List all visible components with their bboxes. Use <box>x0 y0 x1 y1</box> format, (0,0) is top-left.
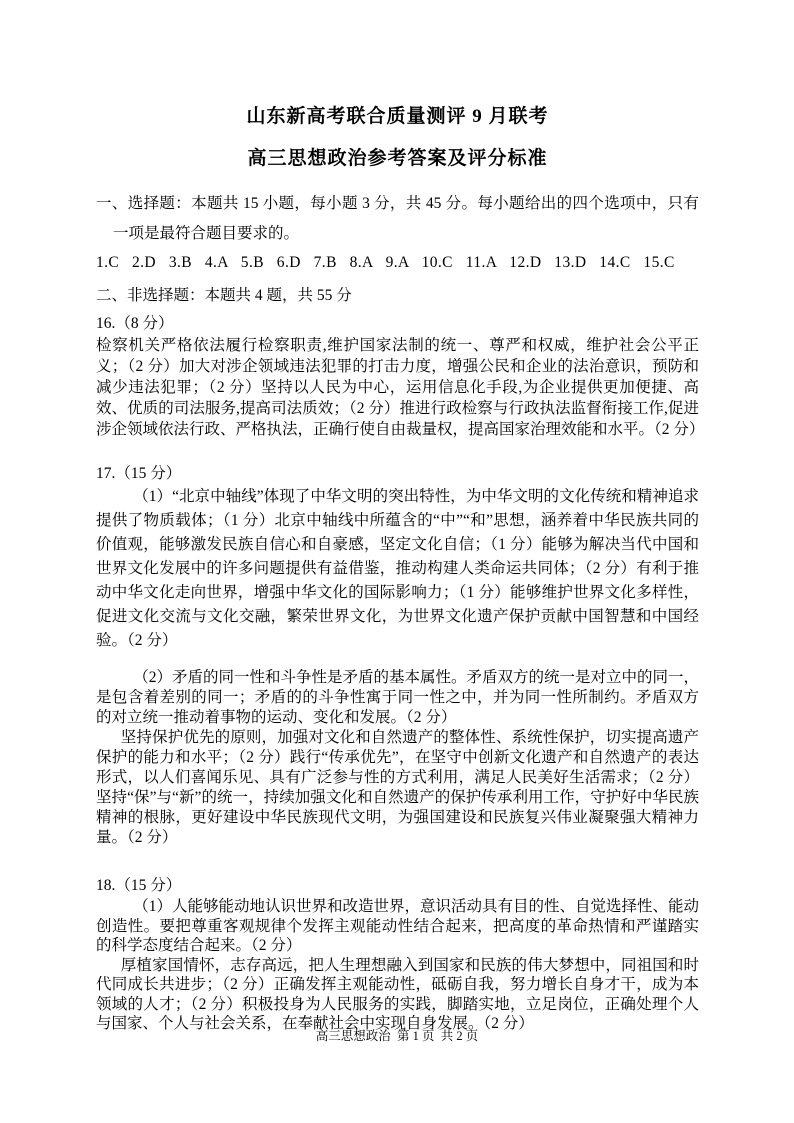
essay-section-heading: 二、非选择题：本题共 4 题，共 55 分 <box>96 287 352 304</box>
question-18 <box>96 875 699 1034</box>
question-17-number: 17.（15 分） <box>96 465 182 482</box>
question-17-answer-part3: 坚持保护优先的原则，加强对文化和自然遗产的整体性、系统性保护，切实提高遗产保护的能力和水平；（2 分）践行“传承优先”，在坚守中创新文化遗产和自然遗产的表达形式，以人们喜闻乐见、具有广泛参与性的方式利用，满足人民美好生活需求；（2 分）坚持“保”与“新”的统一，持续加强文化和自然遗产的保护传承利用工作，守护好中华民族精神的根脉，更好建设中华民族现代文明，为强国建设和民族复兴伟业凝聚强大精神力量。（2 分） <box>96 729 699 846</box>
choice-answers-line: 1.C 2.D 3.B 4.A 5.B 6.D 7.B 8.A 9.A 10.C 11.A 12.D 13.D 14.C 15.C <box>96 254 675 271</box>
doc-subtitle: 高三思想政治参考答案及评分标准 <box>247 148 548 169</box>
question-18-answer-part2: 厚植家国情怀，志存高远，把人生理想融入到国家和民族的伟大梦想中，同祖国和时代同成长共进步；（2 分）正确发挥主观能动性，砥砺自我，努力增长自身才干，成为本领域的人才；（2 分）积极投身为人民服务的实践，脚踏实地，立足岗位，正确处理个人与国家、个人与社会关系，在奉献社会中实现自身发展。（2 分） <box>96 956 699 1032</box>
question-17-answer-part1: （1）“北京中轴线”体现了中华文明的突出特性，为中华文明的文化传统和精神追求提供了物质载体；（1 分）北京中轴线中所蕴含的“中”“和”思想，涵养着中华民族共同的价值观，能够激发民族自信心和自豪感，坚定文化自信；（1 分）能够为解决当代中国和世界文化发展中的许多问题提供有益借鉴，推动构建人类命运共同体；（2 分）有利于推动中华文化走向世界，增强中华文化的国际影响力；（1 分）能够维护世界文化多样性，促进文化交流与文化交融，繁荣世界文化，为世界文化遗产保护贡献中国智慧和中国经验。（2 分） <box>96 488 699 649</box>
doc-title: 山东新高考联合质量测评 9 月联考 <box>246 106 549 127</box>
page-footer: 高三思想政治 第 1 页 共 2 页 <box>315 1029 479 1043</box>
question-16-answer: 检察机关严格依法履行检察职责,维护国家法制的统一、尊严和权威，维护社会公平正义；（2 分）加大对涉企领域违法犯罪的打击力度，增强公民和企业的法治意识，预防和减少违法犯罪；（2 分）坚持以人民为中心，运用信息化手段,为企业提供更加便捷、高效、优质的司法服务,提高司法质效；（2 分）推进行政检察与行政执法监督衔接工作,促进涉企领域依法行政、严格执法，正确行使自由裁量权，提高国家治理效能和水平。（2 分） <box>96 337 705 438</box>
choice-section-heading: 一、选择题：本题共 15 小题，每小题 3 分，共 45 分。每小题给出的四个选项中，只有一项是最符合题目要求的。 <box>96 195 699 242</box>
question-18-answer-part1: （1）人能够能动地认识世界和改造世界，意识活动具有目的性、自觉选择性、能动创造性。要把尊重客观规律个发挥主观能动性结合起来，把高度的革命热情和严谨踏实的科学态度结合起来。（2 分） <box>96 898 699 954</box>
question-17-answer-part2: （2）矛盾的同一性和斗争性是矛盾的基本属性。矛盾双方的统一是对立中的同一，是包含着差别的同一；矛盾的的斗争性寓于同一性之中，并为同一性所制约。矛盾双方的对立统一推动着事物的运动、变化和发展。（2 分） <box>96 669 699 726</box>
question-17 <box>96 463 699 848</box>
question-16 <box>96 313 705 440</box>
question-18-number: 18.（15 分） <box>96 877 182 894</box>
question-16-number: 16.（8 分） <box>96 315 174 332</box>
